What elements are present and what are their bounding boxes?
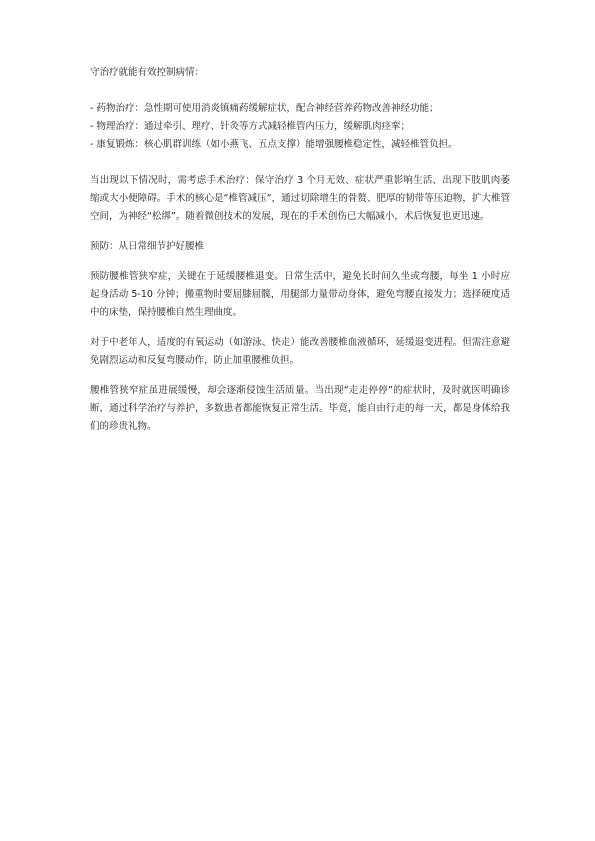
treatment-item-rehab: - 康复锻炼：核心肌群训练（如小燕飞、五点支撑）能增强腰椎稳定性，减轻椎管负担。	[90, 139, 458, 150]
prevention-paragraph-1: 预防腰椎管狭窄症，关键在于延缓腰椎退变。日常生活中，避免长时间久坐或弯腰，每坐 1 小时应起身活动 5-10 分钟；搬重物时要屈膝屈髋，用腿部力量带动身体，避免弯腰直接发力；选择硬度适中的床垫，保持腰椎自然生理曲度。	[90, 271, 510, 318]
treatment-list	[90, 100, 510, 154]
article-body	[90, 64, 510, 436]
prevention-paragraph-2: 对于中老年人，适度的有氧运动（如游泳、快走）能改善腰椎血液循环，延缓退变进程。但需注意避免剧烈运动和反复弯腰动作，防止加重腰椎负担。	[90, 337, 510, 366]
prevention-heading: 预防：从日常细节护好腰椎	[90, 241, 205, 252]
treatment-item-medication: - 药物治疗：急性期可使用消炎镇痛药缓解症状，配合神经营养药物改善神经功能；	[90, 103, 439, 114]
surgery-paragraph: 当出现以下情况时，需考虑手术治疗：保守治疗 3 个月无效、症状严重影响生活、出现下肢肌肉萎缩或大小便障碍。手术的核心是“椎管减压”，通过切除增生的骨赘、肥厚的韧带等压迫物，扩大椎管空间，为神经“松绑”。随着微创技术的发展，现在的手术创伤已大幅减小，术后恢复也更迅速。	[90, 175, 510, 222]
intro-tail-text: 守治疗就能有效控制病情：	[90, 67, 205, 78]
treatment-item-physical: - 物理治疗：通过牵引、理疗、针灸等方式减轻椎管内压力，缓解肌肉痉挛；	[90, 121, 410, 132]
conclusion-paragraph: 腰椎管狭窄症虽进展缓慢，却会逐渐侵蚀生活质量。当出现“走走停停”的症状时，及时就医明确诊断，通过科学治疗与养护，多数患者都能恢复正常生活。毕竟，能自由行走的每一天，都是身体给我们的珍贵礼物。	[90, 385, 510, 432]
